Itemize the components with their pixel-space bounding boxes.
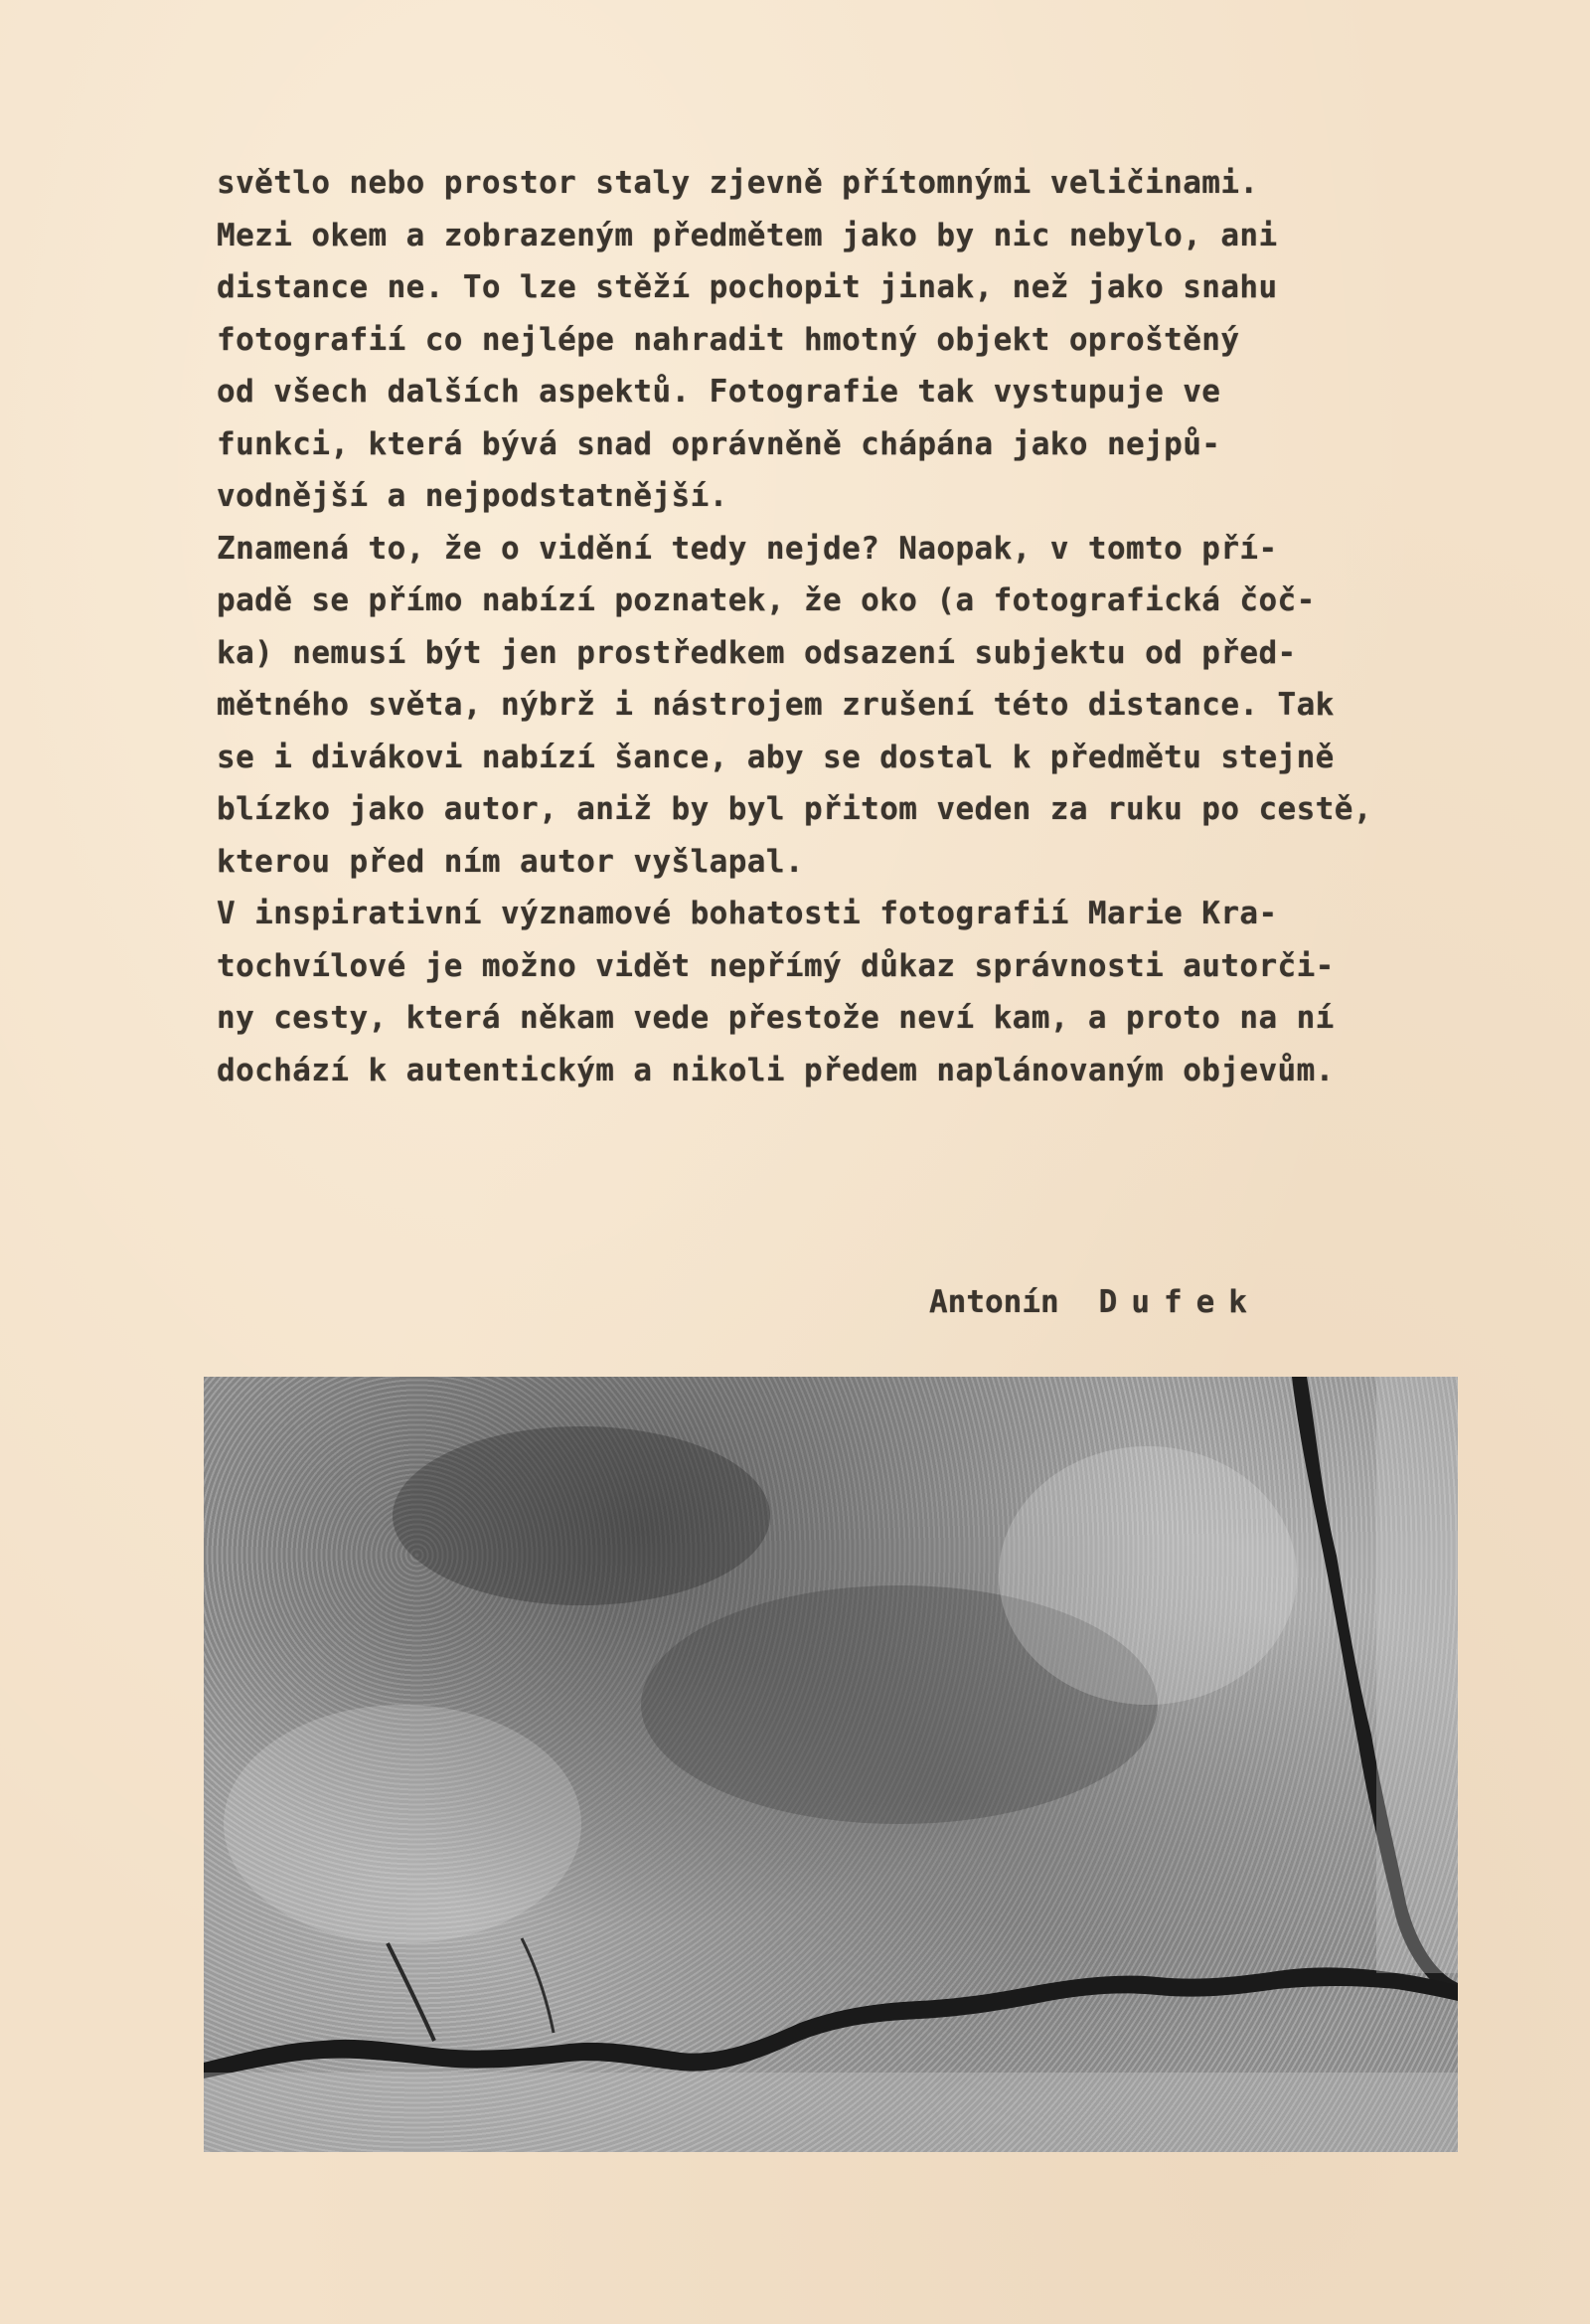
crack-branch xyxy=(522,1938,554,2033)
text-line: V inspirativní významové bohatosti fotografií Marie Kra- xyxy=(217,896,1278,931)
text-line: ny cesty, která někam vede přestože neví kam, a proto na ní xyxy=(217,1000,1335,1036)
stone-surface-photo-icon xyxy=(204,1377,1458,2152)
author-first-name: Antonín xyxy=(929,1284,1059,1320)
pavement-area xyxy=(1376,1377,1458,1973)
text-line: fotografií co nejlépe nahradit hmotný objekt oproštěný xyxy=(217,321,1240,358)
text-line: distance ne. To lze stěží pochopit jinak, než jako snahu xyxy=(217,269,1278,305)
stone-highlight xyxy=(999,1446,1297,1705)
essay-text xyxy=(217,157,1509,1096)
text-line: Znamená to, že o vidění tedy nejde? Naopak, v tomto pří- xyxy=(217,530,1278,567)
crack-branch xyxy=(388,1943,434,2041)
text-line: se i divákovi nabízí šance, aby se dostal k předmětu stejně xyxy=(217,739,1335,775)
text-line: vodnější a nejpodstatnější. xyxy=(217,478,728,514)
photo-crack-icon xyxy=(204,1377,1458,2152)
stone-highlight xyxy=(224,1705,581,1943)
stone-shadow xyxy=(393,1426,770,1605)
text-line: světlo nebo prostor staly zjevně přítomnými veličinami. xyxy=(217,165,1259,201)
author-signature xyxy=(929,1284,1261,1320)
text-line: padě se přímo nabízí poznatek, že oko (a fotografická čoč- xyxy=(217,582,1316,618)
text-line: Mezi okem a zobrazeným předmětem jako by nic nebylo, ani xyxy=(217,217,1278,253)
pavement-area xyxy=(204,2073,1458,2152)
crack-bottom xyxy=(204,1967,1458,2078)
text-line: kterou před ním autor vyšlapal. xyxy=(217,843,804,880)
text-line: od všech dalších aspektů. Fotografie tak vystupuje ve xyxy=(217,374,1221,410)
text-line: ka) nemusí být jen prostředkem odsazení subjektu od před- xyxy=(217,634,1297,671)
author-surname: Dufek xyxy=(1098,1284,1261,1320)
text-line: funkci, která bývá snad oprávněně chápána jako nejpů- xyxy=(217,425,1221,462)
text-line: tochvílové je možno vidět nepřímý důkaz správnosti autorči- xyxy=(217,947,1335,984)
text-line: mětného světa, nýbrž i nástrojem zrušení této distance. Tak xyxy=(217,687,1335,723)
text-line: blízko jako autor, aniž by byl přitom veden za ruku po cestě, xyxy=(217,791,1372,827)
text-line: dochází k autentickým a nikoli předem naplánovaným objevům. xyxy=(217,1052,1335,1088)
